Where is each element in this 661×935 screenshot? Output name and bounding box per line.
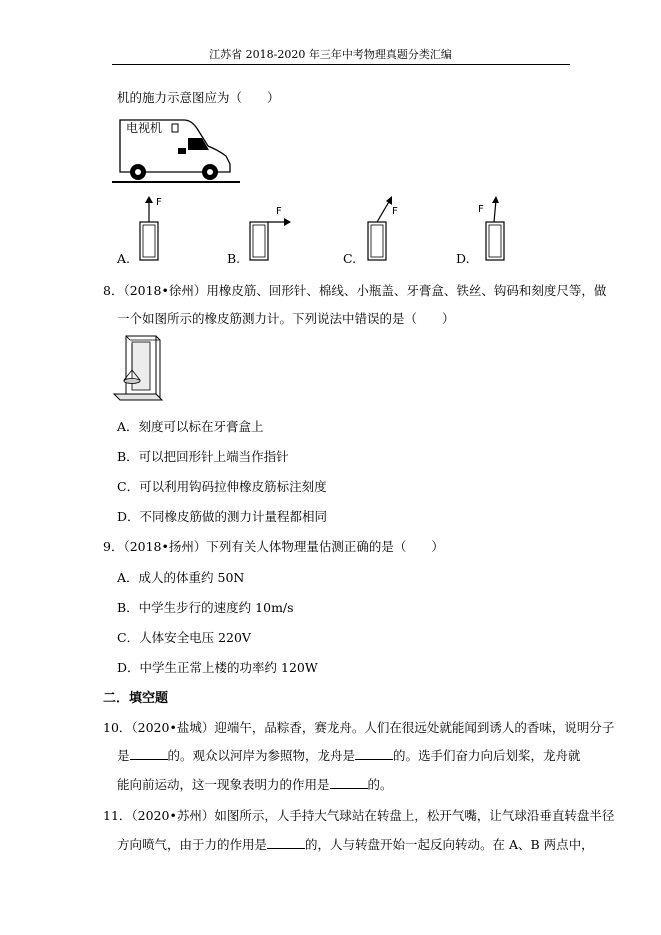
hand-mark xyxy=(178,148,186,154)
q11-line2-part-a: 方向喷气，由于力的作用是 xyxy=(117,837,268,852)
q11-line1: 11．（2020•苏州）如图所示，人手持大气球站在转盘上，松开气嘴，让气球沿垂直转盘半径 xyxy=(103,808,615,823)
q10-blank-1[interactable] xyxy=(130,749,168,760)
q7-option-c-figure xyxy=(362,194,412,266)
q7-d-force: F xyxy=(478,204,484,215)
q7-a-force: F xyxy=(156,197,162,208)
q10-line3-part-a: 能向前运动，这一现象表明力的作用是 xyxy=(117,777,330,792)
q9-option-b[interactable]: B．中学生步行的速度约 10m/s xyxy=(117,600,294,615)
q7-option-b-label[interactable]: B. xyxy=(227,251,241,266)
q11-blank-1[interactable] xyxy=(267,838,305,849)
q11-line2-part-b: 的，人与转盘开始一起反向转动。在 A、B 两点中， xyxy=(305,837,594,852)
q7-option-a-label[interactable]: A. xyxy=(117,251,131,266)
q7-stem-tail: 机的施力示意图应为（ ） xyxy=(117,90,280,105)
q10-line2-part-b: 的。观众以河岸为参照物，龙舟是 xyxy=(167,748,356,763)
q10-line2-part-c: 的。选手们奋力向后划桨，龙舟就 xyxy=(393,748,581,763)
q10-line3 xyxy=(117,775,393,793)
tv-truck-figure xyxy=(112,112,242,186)
q9-stem: 9．（2018•扬州）下列有关人体物理量估测正确的是（ ） xyxy=(103,539,444,554)
q9-option-a[interactable]: A．成人的体重约 50N xyxy=(117,570,245,585)
q10-blank-3[interactable] xyxy=(330,778,368,789)
q8-stem-line2: 一个如图所示的橡皮筋测力计。下列说法中错误的是（ ） xyxy=(117,311,455,326)
q7-c-force: F xyxy=(392,206,398,217)
q9-option-c[interactable]: C．人体安全电压 220V xyxy=(117,630,251,645)
q10-line3-part-b: 的。 xyxy=(367,777,393,792)
page-header: 江苏省 2018-2020 年三年中考物理真题分类汇编 xyxy=(209,48,452,61)
q10-blank-2[interactable] xyxy=(355,749,393,760)
q10-line1: 10．（2020•盐城）迎端午，品粽香，赛龙舟。人们在很远处就能闻到诱人的香味，说明分子 xyxy=(103,720,615,735)
q10-line2-part-a: 是 xyxy=(117,748,130,763)
header-rule xyxy=(112,64,570,65)
q7-option-d-figure xyxy=(474,194,518,266)
q7-b-force: F xyxy=(276,206,282,217)
q7-option-b-figure xyxy=(244,200,294,266)
q7-option-c-label[interactable]: C. xyxy=(343,251,357,266)
q8-option-c[interactable]: C．可以利用钩码拉伸橡皮筋标注刻度 xyxy=(117,479,327,494)
rubber-band-dynamometer-figure xyxy=(112,334,164,404)
q11-line2 xyxy=(117,835,594,853)
q8-stem-line1: 8．（2018•徐州）用橡皮筋、回形针、棉线、小瓶盖、牙膏盒、铁丝、钩码和刻度尺等，做 xyxy=(103,283,607,298)
truck-label: 电视机 xyxy=(126,121,163,135)
q8-option-d[interactable]: D．不同橡皮筋做的测力计量程都相同 xyxy=(117,509,328,524)
q10-line2 xyxy=(117,746,581,764)
q7-option-d-label[interactable]: D. xyxy=(456,251,470,266)
q7-option-a-figure xyxy=(134,194,174,266)
q9-option-d[interactable]: D．中学生正常上楼的功率约 120W xyxy=(117,660,318,675)
q8-option-a[interactable]: A．刻度可以标在牙膏盒上 xyxy=(117,419,264,434)
section-fill-in-title: 二．填空题 xyxy=(103,691,169,706)
q8-option-b[interactable]: B．可以把回形针上端当作指针 xyxy=(117,449,289,464)
